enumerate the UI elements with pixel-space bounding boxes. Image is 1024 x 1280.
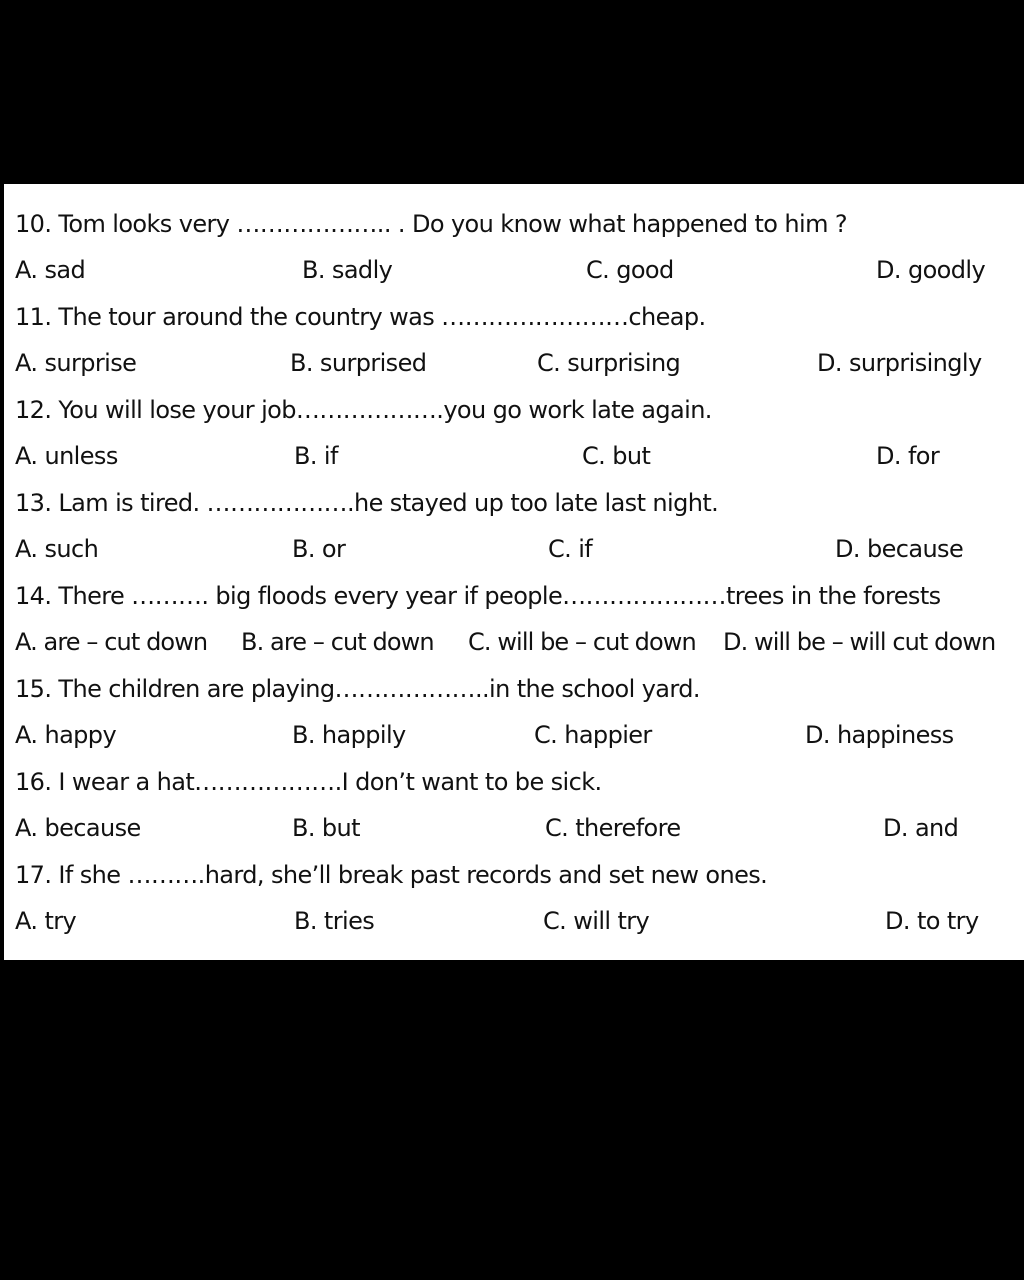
option-d[interactable]: D. and [883,814,959,842]
option-d[interactable]: D. happiness [805,721,954,749]
option-a[interactable]: A. happy [15,721,117,749]
option-b[interactable]: B. if [294,442,338,470]
options-10 [4,247,1024,293]
question-text: 17. If she ……….hard, she’ll break past records and set new ones. [15,861,768,889]
question-16 [4,759,1024,805]
option-c[interactable]: C. will try [543,907,650,935]
option-d[interactable]: D. for [876,442,940,470]
option-c[interactable]: C. if [548,535,593,563]
question-text: 11. The tour around the country was ……………………cheap. [15,303,706,331]
option-a[interactable]: A. because [15,814,141,842]
option-a[interactable]: A. sad [15,256,86,284]
option-c[interactable]: C. happier [534,721,652,749]
option-c[interactable]: C. but [582,442,651,470]
question-15 [4,666,1024,712]
options-16 [4,805,1024,851]
question-text: 10. Tom looks very ……………….. . Do you know what happened to him ? [15,210,848,238]
option-a[interactable]: A. surprise [15,349,137,377]
option-b[interactable]: B. surprised [290,349,427,377]
question-text: 13. Lam is tired. ……………….he stayed up too late last night. [15,489,719,517]
option-c[interactable]: C. surprising [537,349,681,377]
worksheet [4,184,1024,960]
question-text: 14. There ………. big floods every year if people…………………trees in the forests [15,582,941,610]
options-12 [4,433,1024,479]
options-14 [4,619,1024,665]
option-d[interactable]: D. to try [885,907,979,935]
option-c[interactable]: C. will be – cut down [468,628,696,656]
option-a[interactable]: A. try [15,907,77,935]
options-13 [4,526,1024,572]
question-text: 16. I wear a hat……………….I don’t want to be sick. [15,768,602,796]
option-b[interactable]: B. tries [294,907,375,935]
option-d[interactable]: D. goodly [876,256,986,284]
question-10 [4,201,1024,247]
question-text: 15. The children are playing………………..in the school yard. [15,675,700,703]
question-text: 12. You will lose your job……………….you go work late again. [15,396,712,424]
option-d[interactable]: D. will be – will cut down [723,628,996,656]
option-a[interactable]: A. such [15,535,99,563]
question-11 [4,294,1024,340]
option-b[interactable]: B. sadly [302,256,393,284]
question-13 [4,480,1024,526]
options-17 [4,898,1024,944]
option-d[interactable]: D. surprisingly [817,349,982,377]
options-11 [4,340,1024,386]
options-15 [4,712,1024,758]
option-b[interactable]: B. but [292,814,360,842]
option-c[interactable]: C. good [586,256,674,284]
option-b[interactable]: B. are – cut down [241,628,434,656]
option-b[interactable]: B. or [292,535,346,563]
option-a[interactable]: A. unless [15,442,118,470]
option-b[interactable]: B. happily [292,721,406,749]
option-a[interactable]: A. are – cut down [15,628,208,656]
option-d[interactable]: D. because [835,535,964,563]
question-12 [4,387,1024,433]
question-17 [4,852,1024,898]
option-c[interactable]: C. therefore [545,814,681,842]
question-14 [4,573,1024,619]
